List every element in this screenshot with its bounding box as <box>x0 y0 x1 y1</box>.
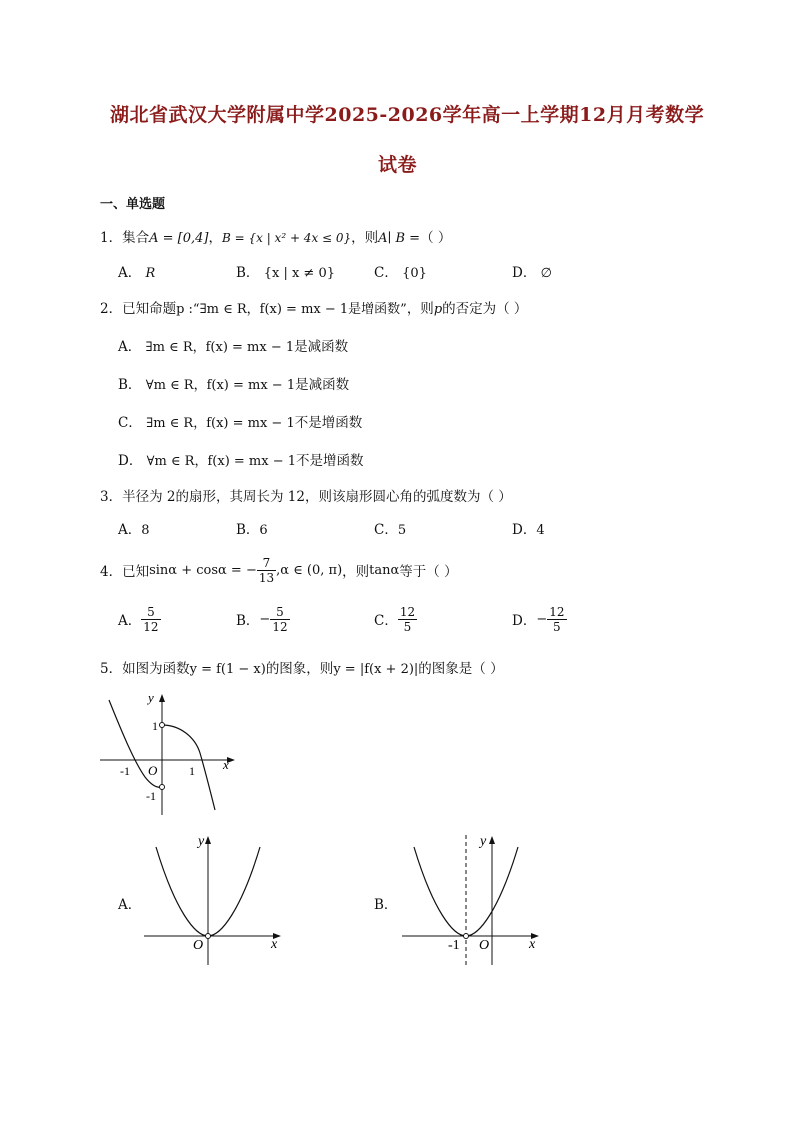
option-value: {0} <box>402 266 427 281</box>
q2-option-a <box>118 335 348 355</box>
question-text: 已知 <box>122 564 150 580</box>
fraction-numerator: 7 <box>257 556 276 571</box>
origin-label: O <box>148 763 158 778</box>
fraction-denominator: 12 <box>143 619 159 634</box>
option-label: B． <box>236 265 260 281</box>
question-number: 2． <box>100 301 123 317</box>
option-label: D． <box>512 265 537 281</box>
graph-option-b <box>398 825 548 970</box>
option-suffix: 是减函数 <box>295 377 350 393</box>
option-suffix: 不是增函数 <box>296 453 364 469</box>
graph-main <box>95 685 245 820</box>
tick-label: 1 <box>152 719 158 733</box>
option-value: 5 <box>397 523 407 538</box>
open-point <box>160 785 165 790</box>
fraction-denominator: 5 <box>403 619 412 634</box>
option-suffix: 不是增函数 <box>294 415 363 431</box>
option-label: A． <box>118 613 142 629</box>
axis-label-x: x <box>529 937 536 952</box>
question-text: 的否定为（ ） <box>442 301 528 317</box>
fraction <box>547 605 566 634</box>
question-text: 的图象，则 <box>265 661 334 677</box>
y-axis-arrow <box>205 836 211 844</box>
question-number: 1． <box>100 230 123 246</box>
fraction <box>398 605 417 634</box>
option-label: D． <box>118 453 143 469</box>
q1-option-a <box>118 261 155 281</box>
option-label: B． <box>236 522 260 538</box>
q4-option-c <box>374 600 417 638</box>
option-label: D． <box>512 613 537 629</box>
question-text: ， <box>208 230 222 246</box>
open-point <box>464 934 469 939</box>
q1-option-c <box>374 261 427 281</box>
option-value: ∃m ∈ R，f(x) = mx − 1 <box>145 340 295 355</box>
option-value: ∃m ∈ R，f(x) = mx − 1 <box>146 416 295 431</box>
q2-option-c <box>118 411 362 431</box>
question-text: 半径为 2的扇形，其周长为 12，则该扇形圆心角的弧度数为（ ） <box>122 489 512 505</box>
option-value: 8 <box>141 523 150 538</box>
option-value: 4 <box>536 523 545 538</box>
fraction-numerator: 12 <box>399 604 416 619</box>
question-text: ，则 <box>342 564 370 580</box>
q1-option-d <box>512 261 552 281</box>
q3-option-a <box>118 518 150 538</box>
open-point <box>206 934 211 939</box>
fraction <box>257 556 276 585</box>
fraction-denominator: 13 <box>258 570 275 585</box>
option-label: C． <box>374 613 398 629</box>
math-expr: ,α ∈ (0, π) <box>276 562 343 578</box>
question-number: 3． <box>100 489 123 505</box>
question-3 <box>100 485 512 505</box>
axis-label-x: x <box>271 937 278 952</box>
origin-label: O <box>479 938 490 953</box>
option-label: C． <box>374 522 398 538</box>
option-label: A． <box>118 339 142 355</box>
math-expr: p :“∃m ∈ R，f(x) = mx − 1是增函数” <box>176 302 407 317</box>
question-text: ，则 <box>406 301 434 317</box>
q5-option-a-label: A． <box>118 897 142 913</box>
question-1 <box>100 226 451 246</box>
option-value: R <box>145 266 156 281</box>
option-value: ∀m ∈ R，f(x) = mx − 1 <box>146 454 297 469</box>
tick-label: 1 <box>189 764 195 778</box>
question-number: 5． <box>100 661 123 677</box>
q1-option-b <box>236 261 335 281</box>
question-4 <box>100 550 458 590</box>
option-sign: − <box>536 611 548 627</box>
origin-label: O <box>193 938 204 953</box>
q5-option-b-label: B． <box>374 897 398 913</box>
q4-option-a <box>118 600 161 638</box>
page-title-line2: 试卷 <box>378 154 418 176</box>
fraction <box>270 605 289 634</box>
y-axis-arrow <box>489 836 495 844</box>
q4-option-b <box>236 600 290 638</box>
math-expr: y = f(1 − x) <box>189 662 266 677</box>
math-expr: B = {x | x² + 4x ≤ 0} <box>221 231 352 245</box>
q4-option-d <box>512 600 567 638</box>
question-5 <box>100 657 504 677</box>
q2-option-d <box>118 449 364 469</box>
math-expr: A = [0,4] <box>149 231 209 246</box>
fraction-numerator: 12 <box>549 604 565 619</box>
axis-label-y: y <box>148 690 154 705</box>
section-heading: 一、单选题 <box>100 197 166 212</box>
question-text: 的图象是（ ） <box>418 661 504 677</box>
option-value: ∅ <box>540 266 552 281</box>
option-value: ∀m ∈ R，f(x) = mx − 1 <box>145 378 296 393</box>
fraction <box>141 605 160 634</box>
q3-option-b <box>236 518 268 538</box>
fraction-denominator: 12 <box>272 619 288 634</box>
tick-label: -1 <box>120 764 130 778</box>
question-text: 如图为函数 <box>122 661 190 677</box>
option-value: {x | x ≠ 0} <box>263 266 335 281</box>
question-2 <box>100 297 527 317</box>
page-title: 湖北省武汉大学附属中学2025-2026学年高一上学期12月月考数学 <box>110 104 705 126</box>
math-expr: y = |f(x + 2)| <box>333 662 419 677</box>
math-expr: p <box>433 302 443 317</box>
tick-label: -1 <box>448 938 460 953</box>
option-label: A． <box>118 522 142 538</box>
fraction-numerator: 5 <box>141 605 160 620</box>
axis-label-y: y <box>198 834 205 849</box>
question-text: ，则 <box>351 230 379 246</box>
option-sign: − <box>259 611 271 627</box>
graph-option-a <box>140 825 290 970</box>
question-number: 4． <box>100 564 123 580</box>
q2-option-b <box>118 373 349 393</box>
option-label: C． <box>118 415 142 431</box>
math-expr: A∣ B = <box>378 231 421 246</box>
axis-label-y: y <box>480 834 487 849</box>
question-text: 已知命题 <box>122 301 177 317</box>
math-expr: tanα <box>369 562 400 578</box>
math-expr: sinα + cosα = − <box>149 562 257 578</box>
option-label: B． <box>118 377 142 393</box>
axis-label-x: x <box>223 757 229 772</box>
option-label: A． <box>118 265 142 281</box>
question-text: 集合 <box>122 230 150 246</box>
y-axis-arrow <box>159 694 165 702</box>
option-value: 6 <box>259 523 268 538</box>
fraction-denominator: 5 <box>553 619 561 634</box>
fraction-numerator: 5 <box>270 605 289 620</box>
q3-option-d <box>512 518 545 538</box>
answer-paren: （ ） <box>420 230 452 246</box>
tick-label: -1 <box>146 789 156 803</box>
q3-option-c <box>374 518 406 538</box>
option-label: D． <box>512 522 537 538</box>
question-text: 等于（ ） <box>399 564 458 580</box>
option-label: B． <box>236 613 260 629</box>
open-point <box>160 723 165 728</box>
option-label: C． <box>374 265 398 281</box>
option-suffix: 是减函数 <box>294 339 349 355</box>
